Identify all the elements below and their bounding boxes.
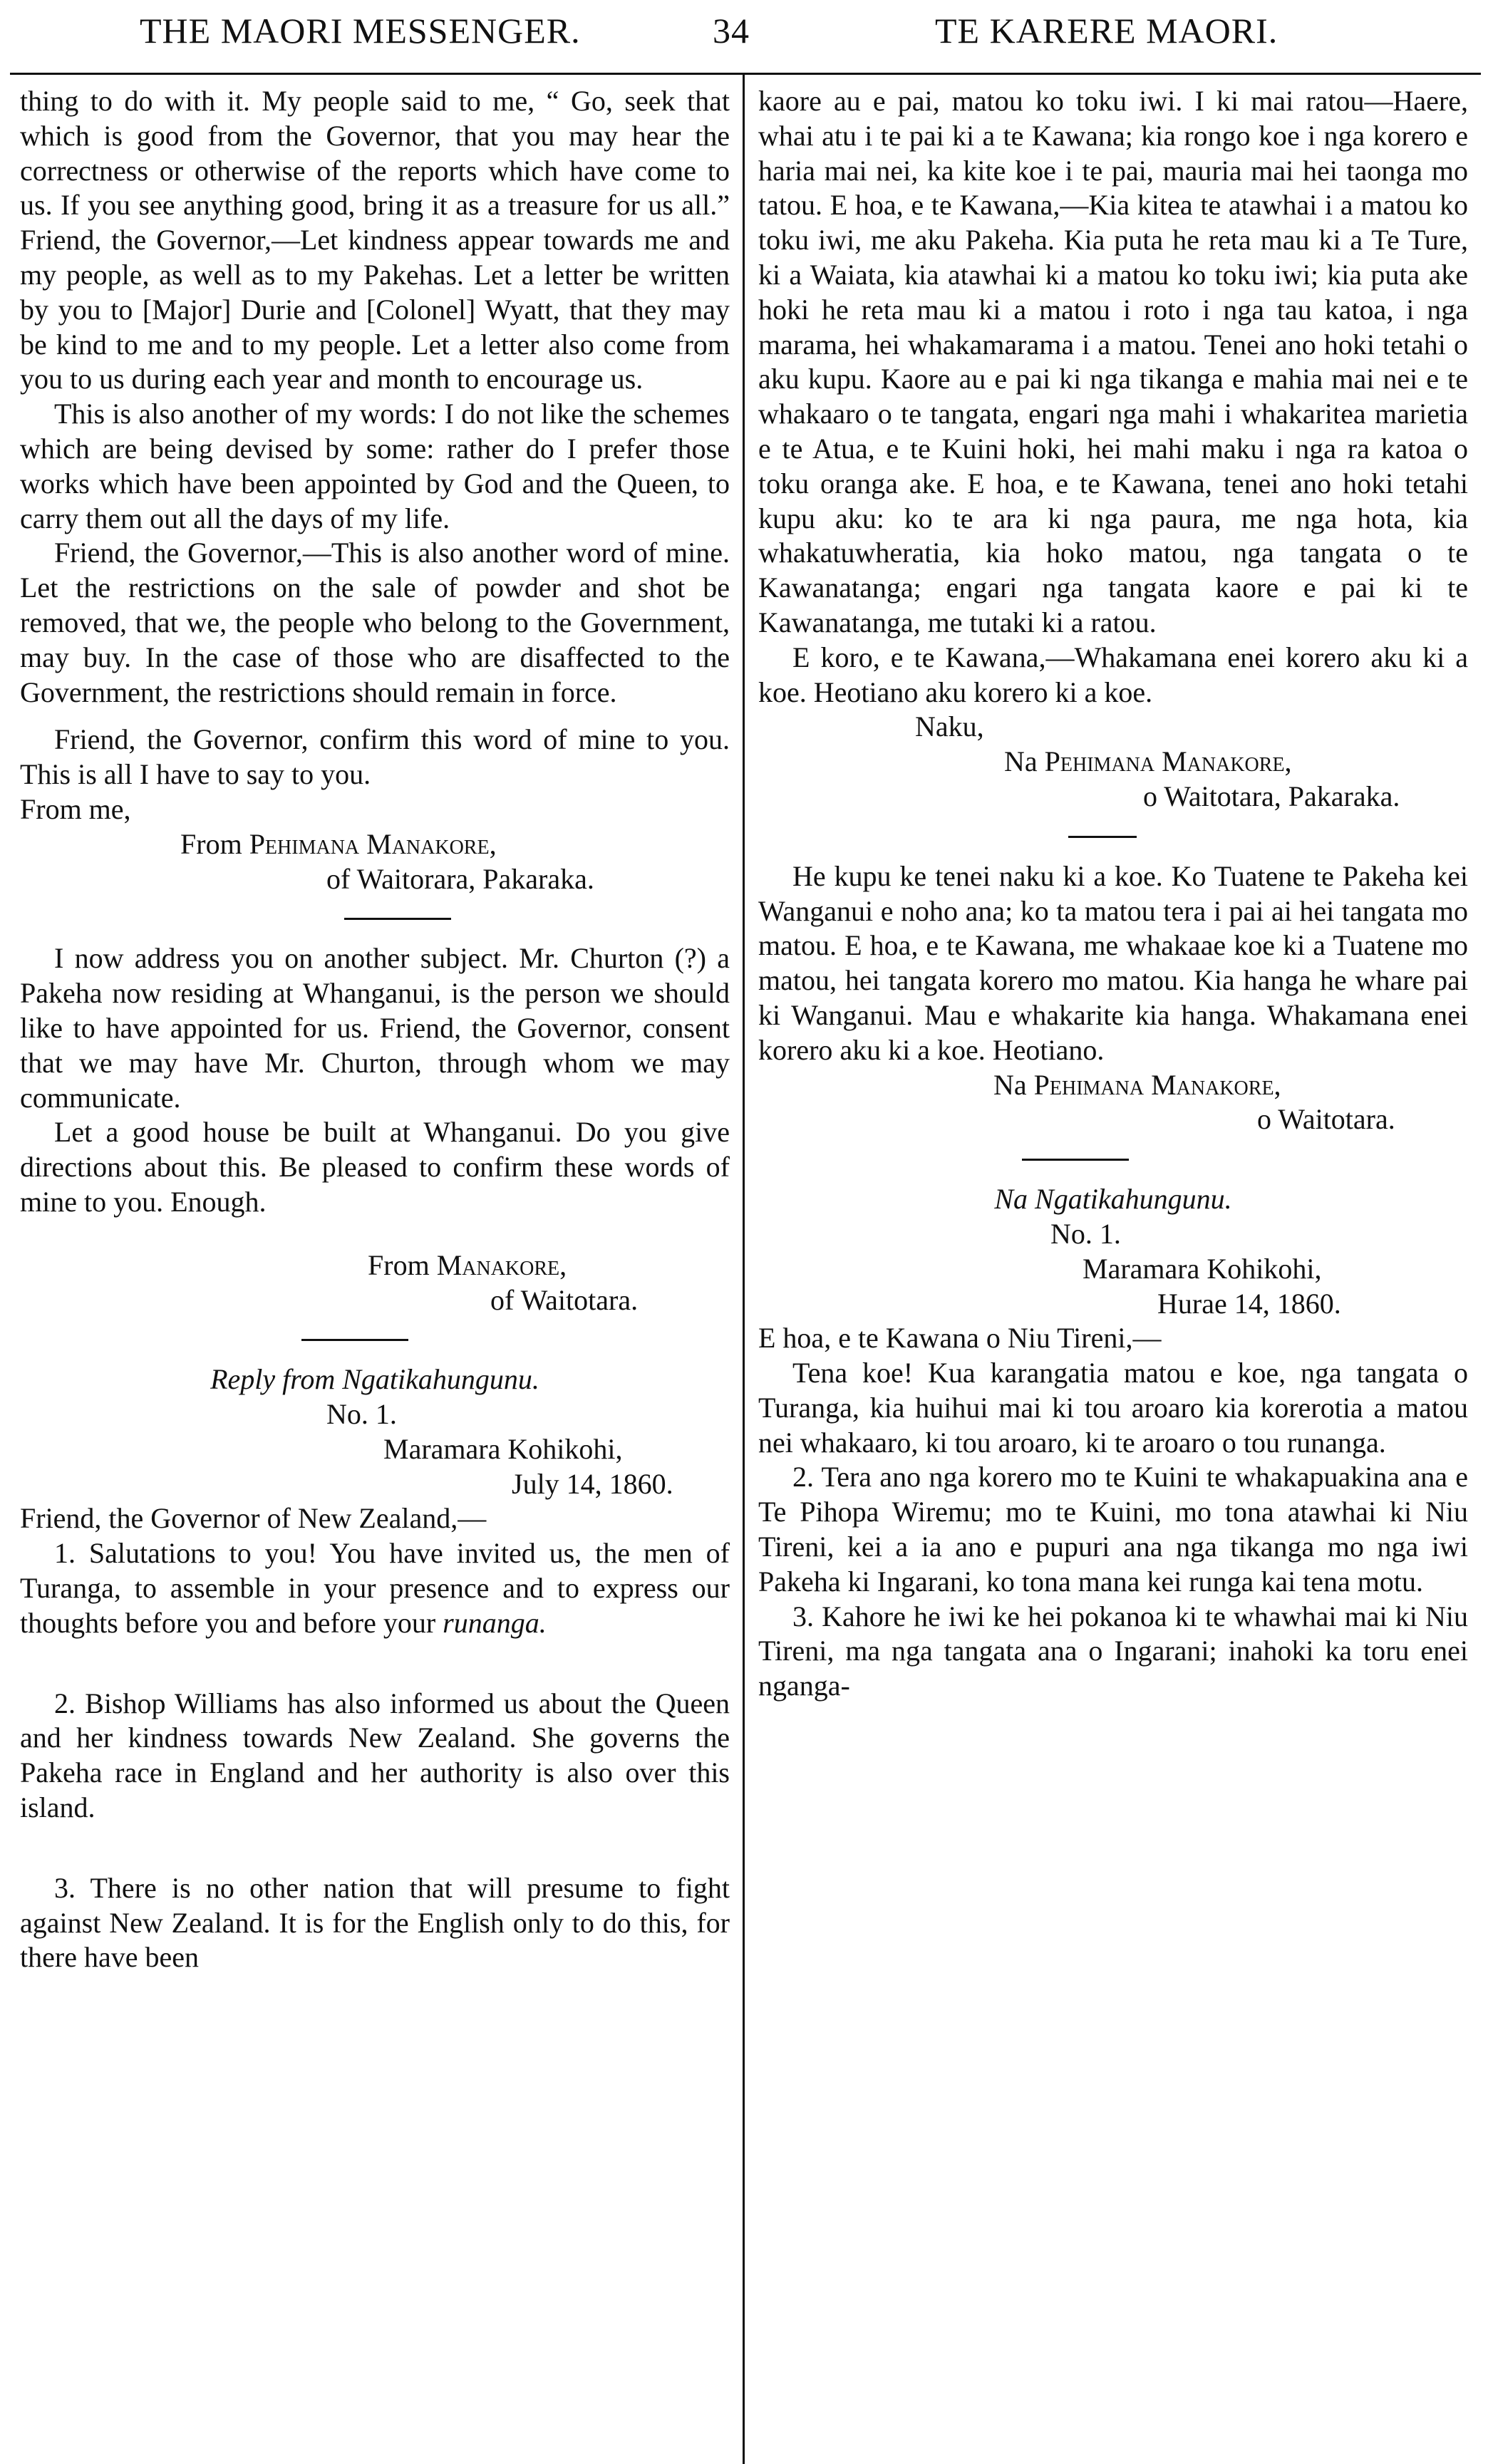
header-rule [10, 73, 1481, 75]
separator-rule [1068, 836, 1137, 838]
running-header [0, 10, 1488, 67]
maori-signature-1 [758, 745, 1468, 780]
maori-reply-title: Na Ngatikahungunu. [994, 1183, 1232, 1216]
english-paragraph-2: This is also another of my words: I do not like the schemes which are being devised by some: rather do I prefer those works which have been appointed by God and the Queen, to carry them out all the days of my life. [20, 398, 730, 534]
signature-prefix: From [368, 1248, 430, 1281]
english-signature-1 [20, 827, 730, 862]
signature-prefix: From [180, 827, 242, 860]
english-section-2: 2. Bishop Williams has also informed us about the Queen and her kindness towards New Zealand. She governs the Pakeha race in England and her authority is also over this island. [20, 1687, 730, 1824]
maori-section-1: Tena koe! Kua karangatia matou e koe, nga tangata o Turanga, kia huihui mai ki tou aroaro kia korerotia a matou nei whakaaro, ki tou aroaro, ki te aroaro o tou runanga. [758, 1357, 1468, 1459]
signature-name: Manakore, [436, 1248, 567, 1281]
signature-name: Pehimana Manakore, [1044, 745, 1292, 778]
signature-prefix: Na [993, 1068, 1027, 1101]
maori-letter-number: No. 1. [1050, 1217, 1121, 1250]
english-column [20, 84, 730, 2464]
english-salutation: Friend, the Governor of New Zealand,— [20, 1502, 487, 1535]
header-title-maori: TE KARERE MAORI. [935, 11, 1278, 51]
english-paragraph-1: thing to do with it. My people said to me, “ Go, seek that which is good from the Governor, that you may hear the correctness or otherwise of the reports which have come to us. If you see anything good, bring it as a treasure for us all.” Friend, the Governor,—Let kindness appear towards me and my people, as well as to my Pakehas. Let a letter be written by you to [Major] Durie and [Colonel] Wyatt, that they may be kind to me and to my people. Let a letter also come from you to us during each year and month to encourage us. [20, 85, 730, 395]
separator-rule [1022, 1159, 1129, 1161]
maori-naku: Naku, [915, 710, 984, 743]
english-paragraph-5: I now address you on another subject. Mr. Churton (?) a Pakeha now residing at Whanganui, is the person we should like to have appointed for us. Friend, the Governor, consent that we may have Mr. Churton, through whom we may communicate. [20, 942, 730, 1114]
english-from-me: From me, [20, 792, 131, 825]
signature-name: Pehimana Manakore, [249, 827, 497, 860]
maori-letter-date: Hurae 14, 1860. [1157, 1287, 1341, 1320]
english-letter-place: Maramara Kohikohi, [383, 1432, 623, 1465]
page-number: 34 [713, 11, 750, 51]
english-section-1: 1. Salutations to you! You have invited us, the men of Turanga, to assemble in your presence and to express our thoughts before you and before your runanga. [20, 1537, 730, 1639]
column-divider [743, 74, 745, 2464]
english-reply-title: Reply from Ngatikahungunu. [210, 1363, 539, 1396]
maori-signature-1-place: o Waitotara, Pakaraka. [1143, 780, 1400, 812]
english-letter-date: July 14, 1860. [512, 1467, 673, 1500]
signature-name: Pehimana Manakore, [1033, 1068, 1281, 1101]
maori-signature-2-place: o Waitotara. [1257, 1103, 1395, 1136]
maori-paragraph-1: kaore au e pai, matou ko toku iwi. I ki mai ratou—Haere, whai atu i te pai ki a te Kawana; kia rongo koe i nga korero e haria mai nei, ka kite koe i te pai, mauria mai hei taonga mo tatou. E hoa, e te Kawana,—Kia kitea te atawhai i a matou ko toku iwi, me aku Pakeha. Kia puta he reta mau ki a Te Ture, ki a Waiata, kia atawhai ki a matou ko toku iwi; kia puta ake hoki he reta mau ki a matou i roto i nga tau katoa, i nga marama, hei whakamarama i a matou. Tenei ano hoki tetahi o aku kupu. Kaore au e pai ki nga tikanga e mahia mai nei e te whakaaro o te tangata, engari nga mahi i whakaritea marietia e te Atua, e te Kuini hoki, hei mahi maku i nga ra katoa o toku oranga ake. E hoa, e te Kawana, tenei ano hoki tetahi kupu aku: ko te ara ki nga paura, me nga hota, kia whakatuwheratia, kia hoko matou, nga tangata o te Kawanatanga; engari nga tangata kaore e pai ki te Kawanatanga, me tutaki ki a ratou. [758, 85, 1468, 638]
signature-prefix: Na [1004, 745, 1038, 778]
english-signature-2-place: of Waitotara. [490, 1283, 639, 1316]
separator-rule [344, 918, 451, 920]
english-signature-1-place: of Waitorara, Pakaraka. [326, 862, 594, 895]
english-letter-number: No. 1. [326, 1398, 397, 1431]
english-paragraph-3: Friend, the Governor,—This is also another word of mine. Let the restrictions on the sale of powder and shot be removed, that we, the people who belong to the Government, may buy. In the case of those who are disaffected to the Government, the restrictions should remain in force. [20, 537, 730, 708]
separator-rule [301, 1339, 408, 1341]
maori-column [758, 84, 1468, 2464]
english-signature-2 [20, 1248, 730, 1283]
maori-section-2: 2. Tera ano nga korero mo te Kuini te whakapuakina ana e Te Pihopa Wiremu; mo te Kuini, mo tona atawhai ki Niu Tireni, kei a ia ano e pupuri ana nga tikanga mo nga iwi Pakeha ki Ingarani, ko tona mana kei runga kai tena motu. [758, 1461, 1468, 1598]
header-title-english: THE MAORI MESSENGER. [140, 11, 581, 51]
english-paragraph-6: Let a good house be built at Whanganui. Do you give directions about this. Be pleased to confirm these words of mine to you. Enough. [20, 1116, 730, 1218]
english-section-3: 3. There is no other nation that will presume to fight against New Zealand. It is for the English only to do this, for there have been [20, 1871, 730, 1974]
maori-section-3: 3. Kahore he iwi ke hei pokanoa ki te whawhai mai ki Niu Tireni, ma nga tangata ana o Ingarani; inahoki ka toru enei nganga- [758, 1600, 1468, 1702]
maori-salutation: E hoa, e te Kawana o Niu Tireni,— [758, 1322, 1162, 1355]
english-paragraph-4: Friend, the Governor, confirm this word of mine to you. This is all I have to say to you. [20, 723, 730, 791]
maori-paragraph-2: E koro, e te Kawana,—Whakamana enei korero aku ki a koe. Heotiano aku korero ki a koe. [758, 641, 1468, 708]
maori-signature-2 [758, 1068, 1468, 1103]
maori-letter-place: Maramara Kohikohi, [1083, 1252, 1322, 1285]
maori-paragraph-3: He kupu ke tenei naku ki a koe. Ko Tuatene te Pakeha kei Wanganui e noho ana; ko ta matou tera i pai ai hei tangata mo matou. E hoa, e te Kawana, me whakaae koe ki a Tuatene mo matou, hei tangata korero mo matou. Kia hanga he whare pai ki Wanganui. Mau e whakarite kia hanga. Whakamana enei korero aku ki a koe. Heotiano. [758, 859, 1468, 1066]
